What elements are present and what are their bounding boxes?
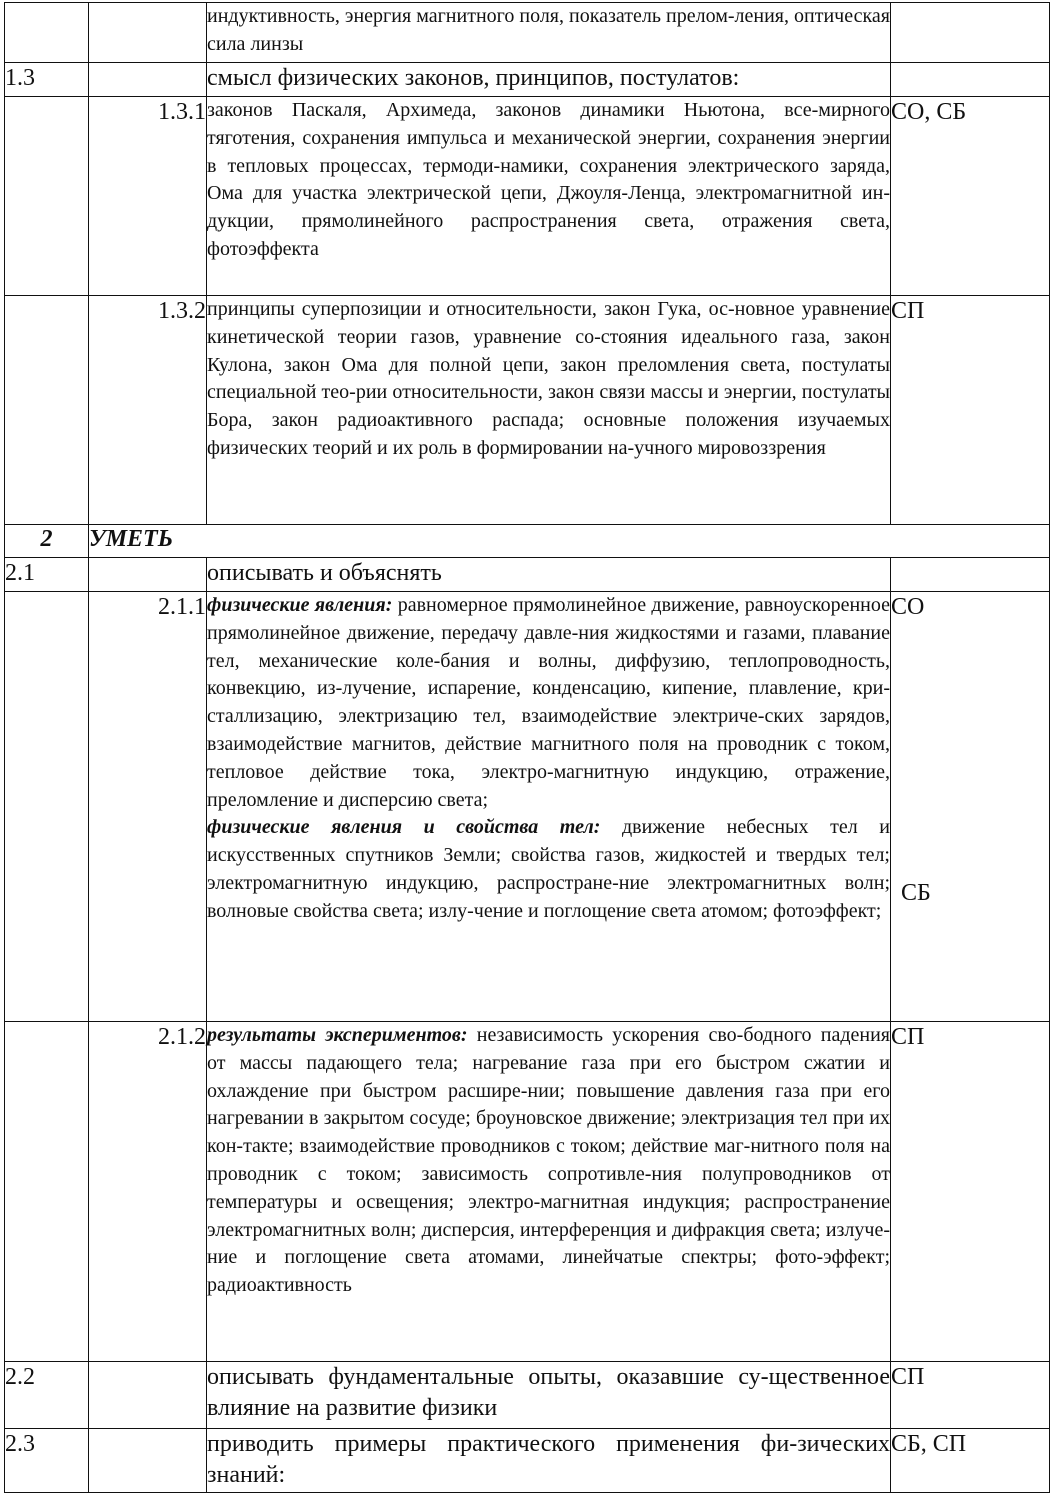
- subcode-cell: [89, 558, 207, 592]
- code-cell: 2.1: [5, 558, 89, 592]
- section-row: [5, 525, 1050, 558]
- subcode-cell: [89, 1429, 207, 1493]
- lead-phrase: физические явления и свойства тел:: [207, 816, 601, 839]
- subcode-cell: [89, 63, 207, 97]
- content-cell: [207, 296, 891, 525]
- subcode-cell: 2.1.2: [89, 1022, 207, 1362]
- level-cell: СБ, СП: [891, 1429, 1050, 1493]
- content-cell: описывать и объяснять: [207, 558, 891, 592]
- content-paragraph: [207, 814, 890, 925]
- content-text: равномерное прямолинейное движение, равноускоренное прямолинейное движение, передачу давле-ния жидкостями и газами, плавание тел, механические коле-бания и волны, диффузию, теплопроводность, конвекцию, из-лучение, испарение, конденсацию, кипение, плавление, кри-сталлизацию, электризацию тел, взаимодействие электриче-ских зарядов, взаимодействие магнитов, действие магнитного поля на проводник с током, тепловое действие тока, электро-магнитную индукцию, отражение, преломление и дисперсию света;: [207, 594, 890, 811]
- subcode-cell: [89, 1362, 207, 1429]
- table-row: [5, 296, 1050, 525]
- level-value: СО: [891, 594, 925, 620]
- content-paragraph: [207, 592, 890, 814]
- table-row: [5, 1362, 1050, 1429]
- table-row: [5, 1022, 1050, 1362]
- content-cell: [207, 97, 891, 296]
- lead-phrase: результаты экспериментов:: [207, 1024, 468, 1046]
- content-cell: [207, 592, 891, 1022]
- content-text: движение небесных тел и искусственных спутников Земли; свойства газов, жидкостей и твердых тел; электромагнитную индукцию, распростране-ние электромагнитных волн; волновые свойства света; излу-чение и поглощение света атомом; фотоэффект;: [207, 816, 890, 922]
- subcode-cell: 2.1.1: [89, 592, 207, 1022]
- subcode-cell: [89, 3, 207, 63]
- code-cell: [5, 296, 89, 525]
- content-text: независимость ускорения сво-бодного падения от массы падающего тела; нагревание газа при его быстром сжатии и охлаждение при быстром расшире-нии; повышение давления газа при его нагревании в закрытом сосуде; броуновское движение; электризация тел при их кон-такте; взаимодействие проводников с током; действие маг-нитного поля на проводник с током; зависимость сопротивле-ния полупроводников от температуры и освещения; электро-магнитная индукция; распространение электромагнитных волн; дисперсия, интерференция и дифракция света; излуче-ние и поглощение света атомами, линейчатые спектры; фото-эффект; радиоактивность: [207, 1024, 890, 1297]
- content-text: законов Паскаля, Архимеда, законов динамики Ньютона, все-мирного тяготения, сохранения импульса и механической энергии, сохранения энергии в тепловых процессах, термоди-намики, сохранения электрического заряда, Ома для участка электрической цепи, Джоуля-Ленца, электромагнитной ин-дукции, прямолинейного распространения света, отражения света, фотоэффекта: [207, 99, 890, 260]
- level-cell: [891, 63, 1050, 97]
- content-paragraph: [207, 1022, 890, 1300]
- level-cell: СП: [891, 296, 1050, 525]
- content-cell: приводить примеры практического применения фи-зических знаний:: [207, 1429, 891, 1493]
- table-row: [5, 97, 1050, 296]
- level-cell: [891, 3, 1050, 63]
- content-cell: смысл физических законов, принципов, постулатов:: [207, 63, 891, 97]
- level-cell: СО, СБ: [891, 97, 1050, 296]
- code-cell: 2.2: [5, 1362, 89, 1429]
- code-cell: [5, 1022, 89, 1362]
- level-cell: СП: [891, 1022, 1050, 1362]
- section-title: УМЕТЬ: [89, 525, 1050, 558]
- section-code: 2: [5, 525, 89, 558]
- content-text: индуктивность, энергия магнитного поля, показатель прелом-ления, оптическая сила линзы: [207, 5, 890, 55]
- code-cell: 2.3: [5, 1429, 89, 1493]
- code-cell: [5, 97, 89, 296]
- code-cell: [5, 3, 89, 63]
- level-cell: [891, 592, 1050, 1022]
- level-value: СБ: [901, 880, 931, 906]
- content-cell: [207, 3, 891, 63]
- content-text: принципы суперпозиции и относительности, закон Гука, ос-новное уравнение кинетической теории газов, уравнение со-стояния идеального газа, закон Кулона, закон Ома для полной цепи, закон преломления света, постулаты специальной тео-рии относительности, закон связи массы и энергии, постулаты Бора, закон радиоактивного распада; основные положения изучаемых физических теорий и их роль в формировании на-учного мировоззрения: [207, 298, 890, 459]
- table-row: [5, 1429, 1050, 1493]
- lead-phrase: физические явления:: [207, 594, 393, 616]
- content-cell: описывать фундаментальные опыты, оказавшие су-щественное влияние на развитие физики: [207, 1362, 891, 1429]
- subcode-cell: 1.3.1: [89, 97, 207, 296]
- level-cell: СП: [891, 1362, 1050, 1429]
- subcode-cell: 1.3.2: [89, 296, 207, 525]
- table-row: [5, 3, 1050, 63]
- content-cell: [207, 1022, 891, 1362]
- code-cell: 1.3: [5, 63, 89, 97]
- requirements-table: [4, 2, 1050, 1493]
- level-cell: [891, 558, 1050, 592]
- table-row: [5, 558, 1050, 592]
- code-cell: [5, 592, 89, 1022]
- table-row: [5, 63, 1050, 97]
- table-row: [5, 592, 1050, 1022]
